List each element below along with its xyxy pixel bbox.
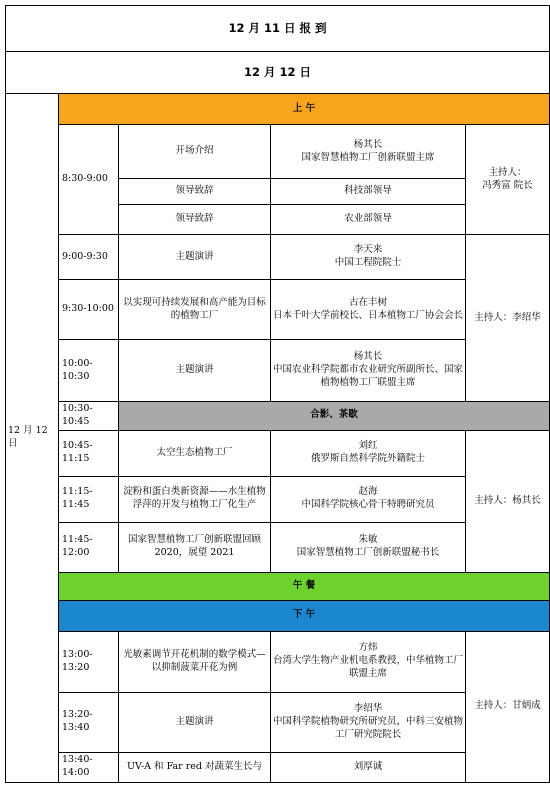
speaker-title: 中国工程院院士 (334, 257, 402, 268)
break-label: 合影、茶歇 (119, 402, 550, 431)
host-cell: 主持人：李绍华 (466, 235, 550, 402)
speaker-name: 刘红 (358, 440, 378, 452)
lunch-section-label: 午 餐 (59, 572, 550, 600)
topic-cell: 主题演讲 (119, 340, 271, 402)
speaker-cell: 科技部领导 (271, 179, 466, 205)
schedule-table (5, 5, 550, 783)
time-cell: 8:30-9:00 (59, 125, 119, 235)
host-cell: 主持人：甘炳成 (466, 631, 550, 782)
time-cell: 13:40-14:00 (59, 752, 119, 782)
speaker-title: 国家智慧植物工厂创新联盟主席 (301, 151, 435, 163)
speaker-cell (271, 125, 466, 179)
time-cell: 13:00-13:20 (59, 631, 119, 692)
day2-header: 12 月 12 日 (6, 52, 550, 94)
day1-header: 12 月 11 日 报 到 (6, 6, 550, 52)
host-name: 冯秀富 院长 (482, 179, 533, 191)
host-cell: 主持人：杨其长 (466, 430, 550, 572)
speaker-name: 古在丰树 (348, 296, 387, 308)
speaker-title: 中国农业科学院都市农业研究所副所长、国家植物植物工厂联盟主席 (273, 364, 464, 388)
topic-cell: 主题演讲 (119, 235, 271, 280)
time-cell: 10:45-11:15 (59, 430, 119, 476)
speaker-cell: 农业部领导 (271, 205, 466, 235)
speaker-cell (271, 476, 466, 522)
speaker-name: 朱敏 (358, 534, 378, 546)
speaker-name: 李绍华 (353, 702, 383, 714)
speaker-title: 台湾大学生物产业机电系教授，中华植物工厂联盟主席 (273, 655, 464, 680)
topic-cell: 光敏素调节开花机制的数学模式—以抑制菠菜开花为例 (119, 631, 271, 692)
topic-cell: 开场介绍 (119, 125, 271, 179)
topic-cell: 以实现可持续发展和高产能为目标的植物工厂 (119, 280, 271, 340)
speaker-title: 中国科学院植物研究所研究员，中科三安植物工厂研究院院长 (273, 715, 464, 740)
speaker-name: 李天来 (353, 244, 383, 256)
speaker-title: 日本千叶大学前校长、日本植物工厂协会会长 (273, 309, 464, 321)
afternoon-section-label: 下 午 (59, 600, 550, 631)
topic-cell: 领导致辞 (119, 179, 271, 205)
host-cell (466, 125, 550, 235)
speaker-cell (271, 340, 466, 402)
speaker-cell: 刘厚诚 (271, 752, 466, 782)
topic-cell: UV-A 和 Far red 对蔬菜生长与 (119, 752, 271, 782)
speaker-title: 国家智慧植物工厂创新联盟秘书长 (296, 547, 440, 559)
time-cell: 13:20-13:40 (59, 692, 119, 752)
speaker-cell (271, 631, 466, 692)
topic-cell: 国家智慧植物工厂创新联盟回顾 2020，展望 2021 (119, 522, 271, 572)
speaker-cell (271, 430, 466, 476)
topic-cell: 淀粉和蛋白类新资源——水生植物浮萍的开发与植物工厂化生产 (119, 476, 271, 522)
time-cell: 9:30-10:00 (59, 280, 119, 340)
topic-cell: 太空生态植物工厂 (119, 430, 271, 476)
speaker-title: 中国科学院核心骨干特聘研究员 (301, 499, 435, 511)
speaker-cell (271, 235, 466, 280)
time-cell: 10:30-10:45 (59, 402, 119, 431)
day-label: 12 月 12 日 (6, 94, 59, 783)
topic-cell: 主题演讲 (119, 692, 271, 752)
time-cell: 11:15-11:45 (59, 476, 119, 522)
speaker-name: 杨其长 (353, 351, 383, 363)
time-cell: 11:45-12:00 (59, 522, 119, 572)
time-cell: 9:00-9:30 (59, 235, 119, 280)
speaker-cell (271, 522, 466, 572)
speaker-name: 杨其长 (353, 138, 383, 150)
topic-cell: 领导致辞 (119, 205, 271, 235)
speaker-name: 方炜 (358, 642, 378, 654)
speaker-cell (271, 280, 466, 340)
host-label: 主持人： (488, 166, 527, 178)
speaker-name: 赵海 (358, 486, 378, 498)
speaker-cell (271, 692, 466, 752)
morning-section-label: 上 午 (59, 94, 550, 125)
time-cell: 10:00-10:30 (59, 340, 119, 402)
speaker-title: 俄罗斯自然科学院外籍院士 (310, 453, 425, 465)
